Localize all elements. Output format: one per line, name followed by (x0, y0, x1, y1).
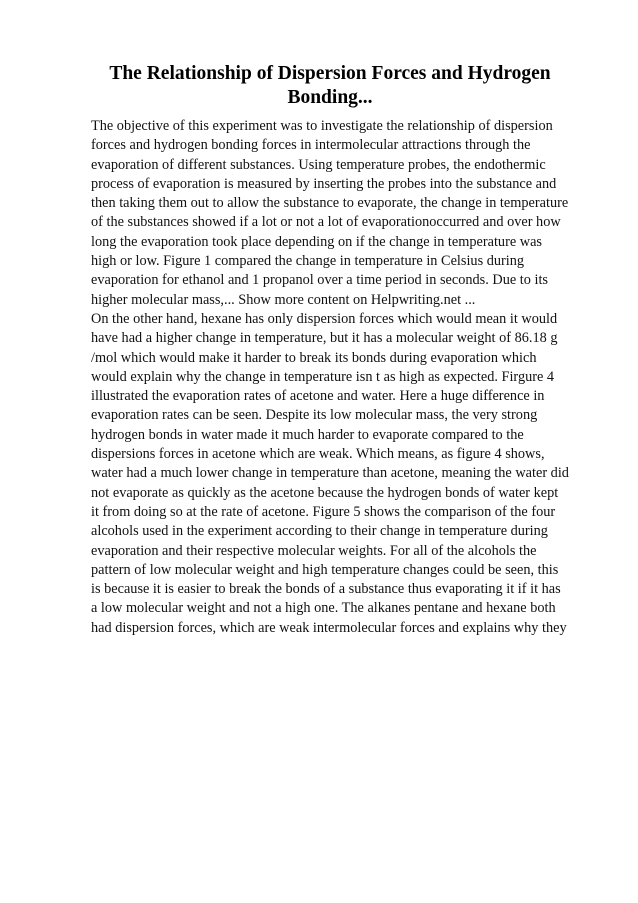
document-body (91, 117, 569, 638)
body-paragraph-2: On the other hand, hexane has only dispersion forces which would mean it would have had a higher change in temperature, but it has a molecular weight of 86.18 g /mol which would make it harder to break its bonds during evaporation which would explain why the change in temperature isn t as high as expected. Firgure 4 illustrated the evaporation rates of acetone and water. Here a huge difference in evaporation rates can be seen. Despite its low molecular mass, the very strong hydrogen bonds in water made it much harder to evaporate compared to the dispersions forces in acetone which are weak. Which means, as figure 4 shows, water had a much lower change in temperature than acetone, meaning the water did not evaporate as quickly as the acetone because the hydrogen bonds of water kept it from doing so at the rate of acetone. Figure 5 shows the comparison of the four alcohols used in the experiment according to their change in temperature during evaporation and their respective molecular weights. For all of the alcohols the pattern of low molecular weight and high temperature changes could be seen, this is because it is easier to break the bonds of a substance thus evaporating it if it has a low molecular weight and not a high one. The alkanes pentane and hexane both had dispersion forces, which are weak intermolecular forces and explains why they (91, 310, 569, 636)
document-page (91, 62, 569, 638)
body-paragraph-1: The objective of this experiment was to investigate the relationship of dispersion forces and hydrogen bonding forces in intermolecular attractions through the evaporation of different substances. Using temperature probes, the endothermic process of evaporation is measured by inserting the probes into the substance and then taking them out to allow the substance to evaporate, the change in temperature of the substances showed if a lot or not a lot of evaporationoccurred and over how long the evaporation took place depending on if the change in temperature was high or low. Figure 1 compared the change in temperature in Celsius during evaporation for ethanol and 1 propanol over a time period in seconds. Due to its higher molecular mass,... Show more content on Helpwriting.net ... (91, 118, 569, 308)
document-title: The Relationship of Dispersion Forces and Hydrogen Bonding... (109, 63, 551, 108)
